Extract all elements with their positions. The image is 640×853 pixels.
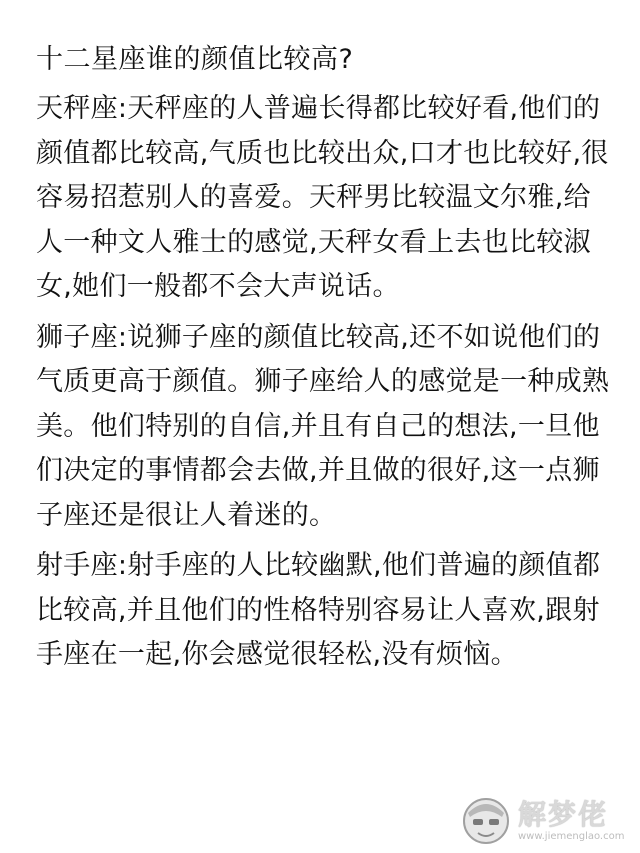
paragraph-heading: 射手座: <box>36 550 128 581</box>
paragraph-heading: 天秤座: <box>36 93 128 124</box>
watermark <box>458 791 626 849</box>
watermark-url: www.jiemenglao.com <box>518 831 625 842</box>
paragraph-body: 天秤座的人普遍长得都比较好看,他们的颜值都比较高,气质也比较出众,口才也比较好,很容易招惹别人的喜爱。天秤男比较温文尔雅,给人一种文人雅士的感觉,天秤女看上去也比较淑女,她们一般都不会大声说话。 <box>36 93 609 302</box>
paragraph-body: 射手座的人比较幽默,他们普遍的颜值都比较高,并且他们的性格特别容易让人喜欢,跟射手座在一起,你会感觉很轻松,没有烦恼。 <box>36 550 601 670</box>
paragraph-heading: 狮子座: <box>36 321 128 353</box>
article-title: 十二星座谁的颜值比较高? <box>36 44 354 75</box>
article <box>36 40 616 684</box>
paragraph-libra <box>36 87 616 310</box>
paragraph-body: 说狮子座的颜值比较高,还不如说他们的气质更高于颜值。狮子座给人的感觉是一种成熟美。他们特别的自信,并且有自己的想法,一旦他们决定的事情都会去做,并且做的很好,这一点狮子座还是很让人着迷的。 <box>36 321 610 531</box>
paragraph-sagittarius <box>36 544 616 678</box>
watermark-brand: 解梦佬 <box>518 798 609 831</box>
zodiac-face-logo-icon <box>458 791 514 847</box>
paragraph-leo <box>36 316 616 539</box>
